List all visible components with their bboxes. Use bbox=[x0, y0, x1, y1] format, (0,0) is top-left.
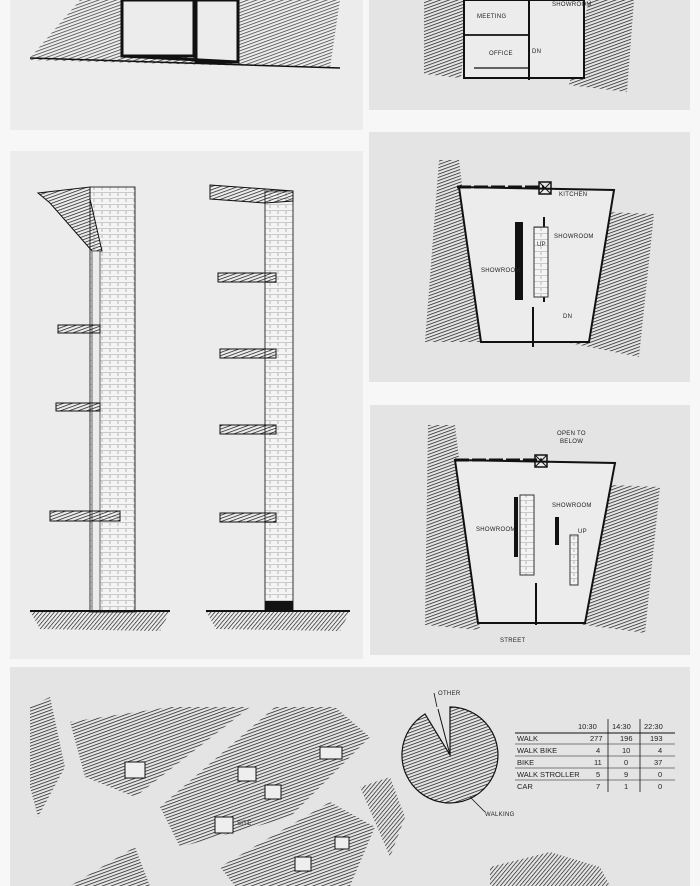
dn-label: DN bbox=[563, 314, 573, 320]
table-row-label: WALK STROLLER bbox=[517, 770, 580, 779]
open-to-label: OPEN TO bbox=[557, 431, 586, 437]
up-label: UP bbox=[578, 529, 587, 535]
table-row-label: WALK bbox=[517, 734, 538, 743]
table-cell: 277 bbox=[590, 734, 603, 743]
floor-plan-ground bbox=[370, 405, 690, 655]
transport-pie bbox=[402, 707, 498, 803]
upper-floor-plan-sketch bbox=[369, 0, 690, 110]
kitchen-label: KITCHEN bbox=[559, 192, 588, 198]
building-section-sketch bbox=[10, 151, 363, 659]
site-map-sketch bbox=[10, 667, 690, 886]
pie-other-label: OTHER bbox=[438, 691, 461, 697]
table-cell: 10 bbox=[622, 746, 631, 755]
pie-walking-label: WALKING bbox=[485, 812, 515, 818]
table-cell: 196 bbox=[620, 734, 633, 743]
table-cell: 0 bbox=[624, 758, 629, 767]
table-row-label: CAR bbox=[517, 782, 533, 791]
table-header: 14:30 bbox=[612, 722, 631, 731]
table-cell: 9 bbox=[624, 770, 629, 779]
plan-ground-drawing bbox=[370, 405, 690, 655]
table-cell: 4 bbox=[658, 746, 663, 755]
table-cell: 4 bbox=[596, 746, 601, 755]
facade-drawing bbox=[10, 0, 363, 130]
table-cell: 11 bbox=[594, 758, 602, 767]
facade-sketch bbox=[10, 0, 363, 130]
table-cell: 5 bbox=[596, 770, 601, 779]
showroom-label: SHOWROOM bbox=[481, 268, 521, 274]
site-map-drawing bbox=[10, 667, 690, 886]
section-drawing bbox=[10, 151, 363, 659]
table-cell: 37 bbox=[654, 758, 663, 767]
table-cell: 0 bbox=[658, 782, 663, 791]
table-cell: 193 bbox=[650, 734, 663, 743]
showroom-small-label: SHOWROOM bbox=[554, 234, 594, 240]
table-row-label: BIKE bbox=[517, 758, 535, 767]
street-label: STREET bbox=[500, 638, 526, 644]
dn-label: DN bbox=[532, 49, 542, 55]
table-cell: 0 bbox=[658, 770, 663, 779]
upper-plan-drawing bbox=[369, 0, 690, 110]
showroom-label: SHOWROOM bbox=[552, 2, 592, 8]
table-header: 10:30 bbox=[578, 722, 597, 731]
table-cell: 1 bbox=[624, 782, 629, 791]
up-label: UP bbox=[537, 242, 546, 248]
table-header: 22:30 bbox=[644, 722, 663, 731]
table-row-label: WALK BIKE bbox=[517, 746, 558, 755]
showroom-label: SHOWROOM bbox=[476, 527, 516, 533]
site-label: SITE bbox=[237, 821, 252, 827]
plan-upper-drawing bbox=[369, 132, 690, 382]
office-label: OFFICE bbox=[489, 51, 513, 57]
showroom-small-label: SHOWROOM bbox=[552, 503, 592, 509]
table-cell: 7 bbox=[596, 782, 601, 791]
meeting-label: MEETING bbox=[477, 14, 507, 20]
floor-plan-upper bbox=[369, 132, 690, 382]
traffic-count-table bbox=[515, 719, 675, 792]
below-label: BELOW bbox=[560, 439, 584, 445]
